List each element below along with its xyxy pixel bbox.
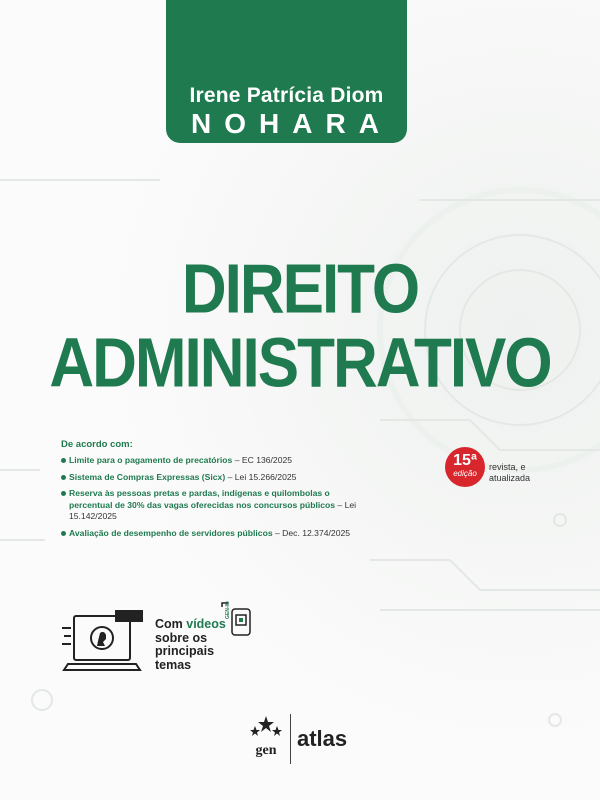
video-caption-line2: sobre os — [155, 630, 208, 645]
list-item — [61, 455, 361, 467]
list-item-ref: – Dec. 12.374/2025 — [272, 527, 351, 538]
edition-badge — [445, 447, 485, 487]
author-last-name: NOHARA — [191, 108, 392, 139]
bullet-dot-icon — [61, 531, 66, 536]
bullet-dot-icon — [61, 458, 66, 463]
video-caption-line3: principais — [155, 644, 215, 658]
video-caption-highlight: vídeos — [186, 617, 226, 631]
edition-number: 15ª — [453, 452, 477, 469]
atlas-logo: atlas — [297, 726, 348, 751]
video-caption — [155, 618, 226, 672]
edition-note-line2: atualizada — [489, 472, 531, 483]
list-item-bold: Limite para o pagamento de precatórios — [69, 455, 233, 465]
list-item-ref: – Lei 15.142/2025 — [69, 499, 357, 521]
bullet-dot-icon — [61, 491, 66, 496]
author-banner — [166, 0, 407, 143]
gen-logo — [246, 714, 286, 764]
author-first-names: Irene Patrícia Diom — [189, 84, 384, 107]
video-caption-line4: temas — [155, 657, 192, 672]
video-lesson-icon — [60, 610, 152, 676]
list-item — [61, 472, 361, 484]
updates-list — [61, 455, 361, 544]
list-item — [61, 528, 361, 540]
list-item-bold: Avaliação de desempenho de servidores públicos — [69, 527, 273, 538]
list-item-ref: – EC 136/2025 — [232, 455, 293, 465]
video-caption-word: Com — [155, 617, 187, 631]
book-title-line2: ADMINISTRATIVO — [49, 324, 551, 403]
list-item — [61, 488, 361, 523]
list-item-ref: – Lei 15.266/2025 — [225, 471, 297, 482]
qr-label: GEN-IO — [225, 601, 231, 619]
gen-logo-text: gen — [255, 743, 277, 758]
according-label: De acordo com: — [61, 439, 133, 450]
list-item-bold: Sistema de Compras Expressas (Sicx) — [69, 471, 226, 482]
edition-note-line1: revista, e — [489, 462, 526, 472]
bullet-dot-icon — [61, 475, 66, 480]
book-title-line1: DIREITO — [181, 250, 419, 329]
edition-label: edição — [453, 469, 477, 478]
logo-divider — [290, 714, 291, 764]
list-item-bold: Reserva às pessoas pretas e pardas, indígenas e quilombolas o percentual de 30% das vagas oferecidas nos concursos públicos — [69, 488, 336, 510]
edition-note — [489, 462, 530, 483]
